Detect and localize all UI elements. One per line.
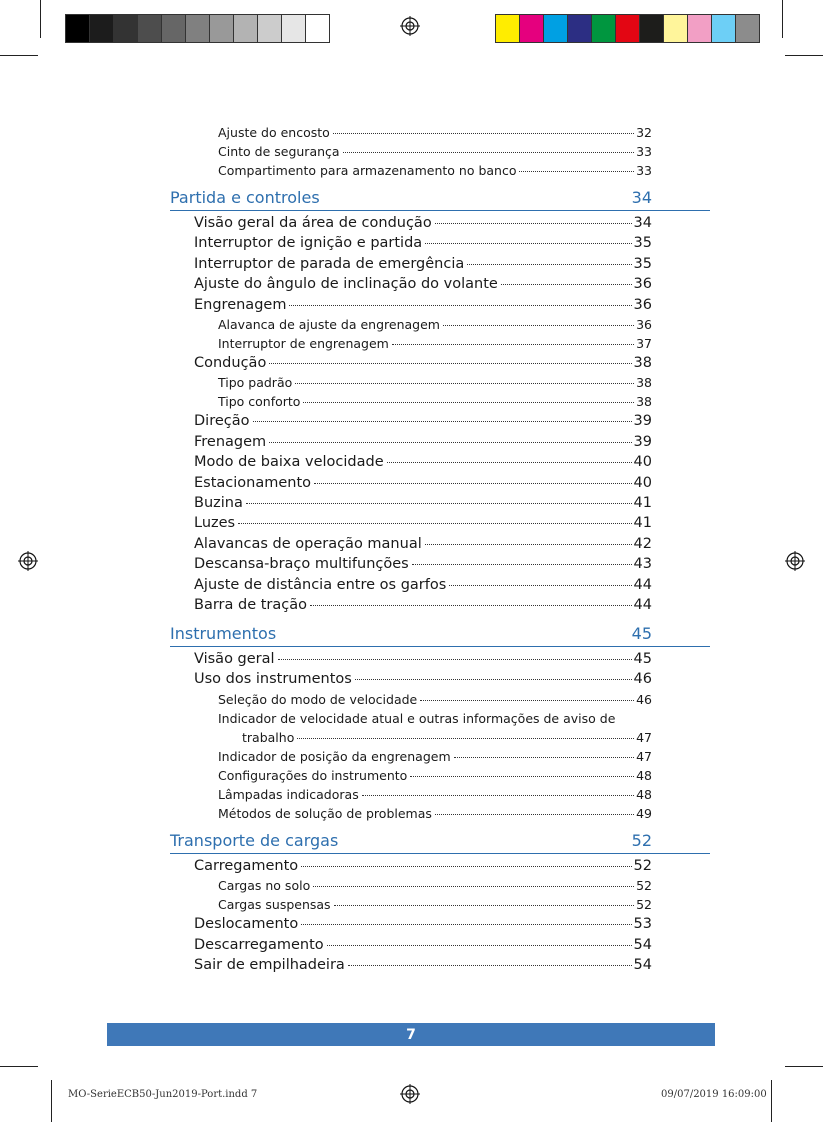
toc-entry-page: 38 [636,394,652,409]
toc-entry-title: Seleção do modo de velocidade [218,692,418,707]
section-page: 45 [631,624,652,643]
color-swatch [712,15,736,42]
toc-entry-page: 35 [633,256,652,272]
toc-entry-title: Descarregamento [194,937,324,953]
toc-entry[interactable] [194,256,652,276]
toc-entry-page: 32 [636,125,652,140]
toc-subentry[interactable] [218,787,652,805]
registration-mark-icon [400,16,420,36]
color-swatch [496,15,520,42]
dot-leader [313,886,634,887]
dot-leader [467,264,631,265]
color-swatch [282,15,306,42]
toc-subentry[interactable] [218,394,652,412]
toc-entry[interactable] [194,413,652,433]
toc-entry[interactable] [194,597,652,617]
toc-entry-title: Alavancas de operação manual [194,536,422,552]
toc-entry-title: Tipo conforto [218,394,301,409]
toc-entry-page: 36 [633,297,652,313]
toc-entry-title: Modo de baixa velocidade [194,454,384,470]
toc-entry-page: 46 [636,692,652,707]
dot-leader [420,700,634,701]
toc-entry-page: 41 [633,495,652,511]
toc-entry-title: Configurações do instrumento [218,768,408,783]
dot-leader [269,363,631,364]
crop-mark [0,55,38,56]
toc-entry[interactable] [194,235,652,255]
toc-entry-title: Cargas suspensas [218,897,331,912]
toc-entry-page: 54 [633,957,652,973]
toc-subentry[interactable] [218,692,652,710]
toc-entry[interactable] [194,536,652,556]
toc-entry-page: 52 [633,858,652,874]
toc-entry[interactable] [194,475,652,495]
dot-leader [435,814,634,815]
toc-entry-title: Engrenagem [194,297,287,313]
toc-entry-title: Lâmpadas indicadoras [218,787,359,802]
toc-entry-title: Tipo padrão [218,375,293,390]
color-swatch [664,15,688,42]
crop-mark [51,1080,52,1122]
dot-leader [327,945,632,946]
toc-subentry[interactable] [218,163,652,181]
toc-entry-page: 48 [636,768,652,783]
toc-entry[interactable] [194,355,652,375]
dot-leader [435,223,632,224]
toc-entry[interactable] [194,858,652,878]
color-swatch [90,15,114,42]
toc-entry-title: Interruptor de engrenagem [218,336,389,351]
toc-entry[interactable] [194,434,652,454]
dot-leader [314,483,632,484]
color-swatch [736,15,759,42]
grayscale-color-bar [65,14,330,43]
toc-entry-page: 36 [633,276,652,292]
color-swatch [138,15,162,42]
toc-entry-page: 39 [633,413,652,429]
toc-entry-page: 45 [633,651,652,667]
toc-subentry[interactable] [218,125,652,143]
toc-entry[interactable] [194,495,652,515]
dot-leader [392,344,634,345]
toc-subentry[interactable] [218,144,652,162]
toc-entry-page: 41 [633,515,652,531]
color-swatch [66,15,90,42]
toc-subentry[interactable] [218,768,652,786]
date-slug: 09/07/2019 16:09:00 [661,1089,767,1100]
toc-entry[interactable] [242,730,652,748]
dot-leader [519,171,634,172]
toc-entry-page: 49 [636,806,652,821]
dot-leader [269,442,631,443]
registration-mark-icon [400,1084,420,1104]
color-swatch [640,15,664,42]
dot-leader [310,605,632,606]
toc-entry-title: Uso dos instrumentos [194,671,352,687]
color-swatch [616,15,640,42]
toc-subentry[interactable] [218,897,652,915]
toc-entry[interactable] [194,937,652,957]
toc-entry[interactable] [194,577,652,597]
toc-entry-page: 42 [633,536,652,552]
toc-entry-title: Interruptor de parada de emergência [194,256,465,272]
toc-entry-page: 40 [633,475,652,491]
toc-subentry[interactable] [218,317,652,335]
toc-entry-page: 44 [633,597,652,613]
process-color-bar [495,14,760,43]
section-page: 34 [631,188,652,207]
toc-entry-title: Compartimento para armazenamento no banco [218,163,517,178]
toc-subentry[interactable] [218,878,652,896]
toc-entry-page: 36 [636,317,652,332]
dot-leader [387,462,632,463]
toc-entry-title: Condução [194,355,267,371]
section-title: Partida e controles [170,188,320,207]
color-swatch [162,15,186,42]
dot-leader [301,866,631,867]
color-swatch [186,15,210,42]
toc-entry-title: Estacionamento [194,475,312,491]
toc-entry-title: trabalho [242,730,295,745]
crop-mark [771,1080,772,1122]
dot-leader [425,243,631,244]
color-swatch [688,15,712,42]
dot-leader [301,924,631,925]
dot-leader [238,523,631,524]
toc-entry-title: Carregamento [194,858,299,874]
toc-entry-title: Buzina [194,495,243,511]
toc-entry-page: 34 [633,215,652,231]
toc-entry-title: Luzes [194,515,236,531]
toc-entry-title: Deslocamento [194,916,299,932]
toc-entry[interactable] [194,454,652,474]
registration-mark-icon [18,551,38,571]
color-swatch [114,15,138,42]
toc-entry-title: Frenagem [194,434,267,450]
toc-entry[interactable] [194,556,652,576]
dot-leader [501,284,632,285]
toc-entry-page: 33 [636,163,652,178]
toc-entry-page: 47 [636,749,652,764]
color-swatch [210,15,234,42]
toc-entry-page: 40 [633,454,652,470]
dot-leader [333,133,634,134]
crop-mark [785,55,823,56]
toc-entry-page: 38 [636,375,652,390]
registration-mark-icon [785,551,805,571]
dot-leader [425,544,632,545]
color-swatch [544,15,568,42]
toc-entry-title: Indicador de posição da engrenagem [218,749,451,764]
toc-entry[interactable] [194,651,652,671]
crop-mark [40,0,41,38]
toc-section-heading[interactable] [170,188,710,211]
crop-mark [785,1066,823,1067]
dot-leader [289,305,631,306]
toc-entry[interactable] [194,957,652,977]
color-swatch [234,15,258,42]
toc-entry-page: 54 [633,937,652,953]
toc-subentry[interactable] [218,336,652,354]
toc-entry-page: 44 [633,577,652,593]
dot-leader [355,679,632,680]
toc-entry-title: Alavanca de ajuste da engrenagem [218,317,440,332]
dot-leader [278,659,632,660]
dot-leader [443,325,634,326]
toc-subentry[interactable] [218,749,652,767]
toc-entry-page: 48 [636,787,652,802]
toc-entry-page: 33 [636,144,652,159]
color-swatch [520,15,544,42]
toc-entry-page: 52 [636,897,652,912]
dot-leader [297,738,634,739]
toc-subentry[interactable] [218,375,652,393]
section-title: Instrumentos [170,624,277,643]
toc-entry-title: Cinto de segurança [218,144,340,159]
color-swatch [568,15,592,42]
file-slug: MO-SerieECB50-Jun2019-Port.indd 7 [68,1089,258,1100]
toc-entry-title: Métodos de solução de problemas [218,806,432,821]
color-swatch [592,15,616,42]
toc-entry-page: 52 [636,878,652,893]
toc-entry-page: 39 [633,434,652,450]
toc-entry-title: Descansa-braço multifunções [194,556,409,572]
crop-mark [782,0,783,38]
toc-entry-title: Barra de tração [194,597,307,613]
dot-leader [412,564,632,565]
page-number: 7 [406,1026,416,1043]
dot-leader [410,776,634,777]
toc-entry-page: 53 [633,916,652,932]
dot-leader [334,905,635,906]
toc-section-heading[interactable] [170,831,710,854]
toc-entry-title: Ajuste de distância entre os garfos [194,577,447,593]
toc-entry-title: Sair de empilhadeira [194,957,345,973]
dot-leader [348,965,632,966]
toc-entry-page: 46 [633,671,652,687]
toc-entry-title: Visão geral [194,651,275,667]
color-swatch [306,15,329,42]
toc-entry-page: 43 [633,556,652,572]
dot-leader [253,421,632,422]
toc-entry-title: Visão geral da área de condução [194,215,432,231]
toc-entry-page: 47 [636,730,652,745]
dot-leader [454,757,634,758]
toc-entry-title: Ajuste do ângulo de inclinação do volante [194,276,498,292]
toc-entry[interactable] [194,916,652,936]
toc-entry-page: 35 [633,235,652,251]
section-page: 52 [631,831,652,850]
toc-entry-page: 37 [636,336,652,351]
toc-entry-page: 38 [633,355,652,371]
toc-entry[interactable] [194,215,652,235]
toc-entry-title: Cargas no solo [218,878,311,893]
toc-entry-title[interactable]: Indicador de velocidade atual e outras informações de aviso de [218,711,616,726]
page-number-band [107,1023,715,1046]
dot-leader [343,152,635,153]
dot-leader [246,503,632,504]
color-swatch [258,15,282,42]
toc-entry[interactable] [194,297,652,317]
section-title: Transporte de cargas [170,831,339,850]
dot-leader [362,795,634,796]
dot-leader [295,383,634,384]
toc-entry[interactable] [194,515,652,535]
dot-leader [303,402,634,403]
toc-subentry[interactable] [218,806,652,824]
toc-entry-title: Interruptor de ignição e partida [194,235,423,251]
toc-section-heading[interactable] [170,624,710,647]
toc-entry-title: Direção [194,413,250,429]
crop-mark [0,1066,38,1067]
toc-entry[interactable] [194,276,652,296]
dot-leader [449,585,631,586]
toc-entry[interactable] [194,671,652,691]
toc-entry-title: Ajuste do encosto [218,125,330,140]
